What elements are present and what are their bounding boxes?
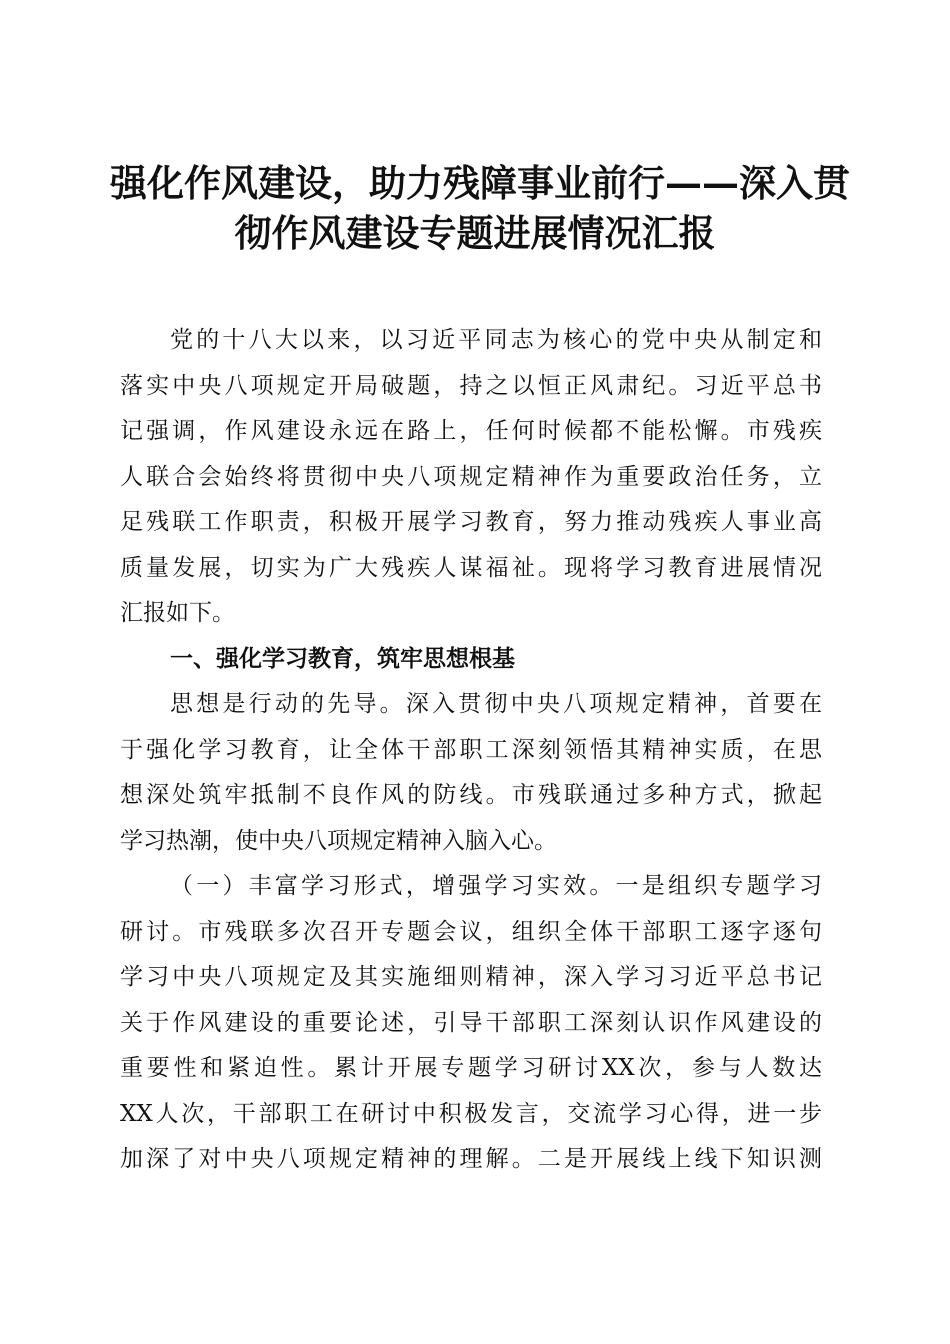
paragraph-line: 学习中央八项规定及其实施细则精神，深入学习习近平总书记 — [120, 964, 822, 990]
title-line-2: 彻作风建设专题进展情况汇报 — [234, 211, 716, 255]
paragraph-line: 足残联工作职责，积极开展学习教育，努力推动残疾人事业高 — [120, 509, 822, 535]
paragraph-line: 汇报如下。 — [120, 600, 235, 626]
paragraph-line: 记强调，作风建设永远在路上，任何时候都不能松懈。市残疾 — [120, 418, 822, 444]
paragraph-line: 人联合会始终将贯彻中央八项规定精神作为重要政治任务，立 — [120, 463, 822, 490]
paragraph-line: （一）丰富学习形式，增强学习实效。一是组织专题学习 — [170, 873, 822, 899]
paragraph-line: 研讨。市残联多次召开专题会议，组织全体干部职工逐字逐句 — [120, 918, 822, 945]
paragraph-line: 想深处筑牢抵制不良作风的防线。市残联通过多种方式，掀起 — [120, 782, 822, 808]
document-body — [120, 318, 822, 1183]
document-title — [110, 158, 850, 258]
paragraph-line: 质量发展，切实为广大残疾人谋福祉。现将学习教育进展情况 — [120, 554, 822, 581]
paragraph-line: 学习热潮，使中央八项规定精神入脑入心。 — [120, 827, 557, 854]
paragraph-line: 于强化学习教育，让全体干部职工深刻领悟其精神实质，在思 — [120, 736, 822, 763]
paragraph-line: 落实中央八项规定开局破题，持之以恒正风肃纪。习近平总书 — [120, 372, 822, 399]
paragraph-line: 关于作风建设的重要论述，引导干部职工深刻认识作风建设的 — [120, 1009, 822, 1036]
paragraph-line: 加深了对中央八项规定精神的理解。二是开展线上线下知识测 — [120, 1146, 822, 1172]
section-heading: 一、强化学习教育，筑牢思想根基 — [170, 645, 515, 672]
title-line-1: 强化作风建设，助力残障事业前行——深入贯 — [110, 161, 850, 205]
paragraph-line: 党的十八大以来，以习近平同志为核心的党中央从制定和 — [170, 327, 822, 353]
paragraph-line: 重要性和紧迫性。累计开展专题学习研讨XX次，参与人数达 — [120, 1055, 822, 1081]
paragraph-line: 思想是行动的先导。深入贯彻中央八项规定精神，首要在 — [170, 691, 822, 717]
paragraph-line: XX人次，干部职工在研讨中积极发言，交流学习心得，进一步 — [120, 1100, 822, 1127]
